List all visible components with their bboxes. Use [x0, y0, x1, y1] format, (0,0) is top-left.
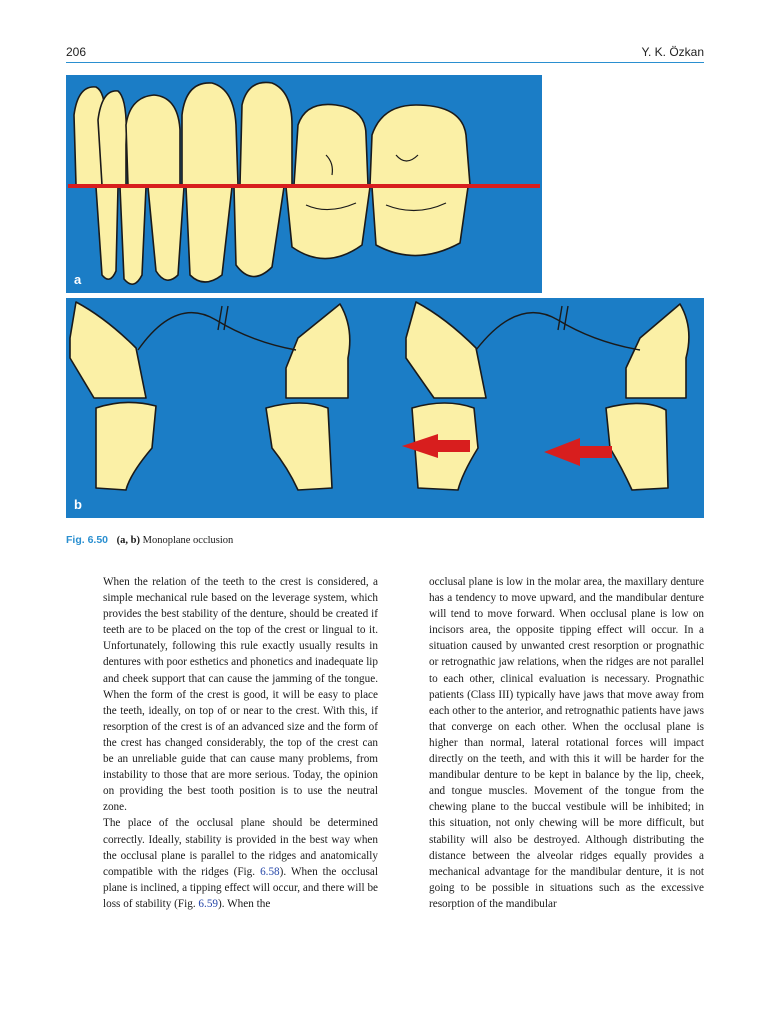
denture-frontal-illustration	[66, 298, 704, 518]
upper-tooth	[98, 91, 126, 185]
lower-tooth	[96, 187, 118, 279]
lower-tooth	[186, 187, 232, 282]
lower-tooth	[286, 187, 370, 259]
upper-tooth	[370, 105, 470, 185]
upper-tooth-right	[286, 304, 350, 398]
lower-tooth	[372, 187, 468, 256]
text-column-left	[103, 574, 378, 912]
lower-tooth-left	[96, 402, 156, 490]
lower-tooth	[120, 187, 146, 284]
panel-b-label: b	[74, 497, 82, 512]
figure-number: Fig. 6.50	[66, 534, 109, 546]
figure-reference-link[interactable]: 6.58	[260, 865, 280, 878]
force-arrow-right	[544, 438, 612, 466]
lower-tooth	[148, 187, 184, 280]
upper-tooth-left-2	[406, 302, 486, 398]
figure-reference-link[interactable]: 6.59	[198, 897, 218, 910]
upper-tooth-left	[70, 302, 146, 398]
paragraph: occlusal plane is low in the molar area, the maxillary denture has a tendency to move upward, and the mandibular denture will tend to move forward. When occlusal plane is low on incisors area, the opposite tipping effect will occur. In a situation caused by unwanted crest resorption or prognathic or retrognathic jaw relations, when the ridges are not parallel to each other, clinical evaluation is necessary. Prognathic patients (Class III) typically have jaws that move away from each other to the anterior, and retrognathic patients have jaws that converge on each other. When the occlusal plane is higher than normal, lateral rotational forces will impact directly on the teeth, and with this it will be harder for the mandibular denture to be kept in balance by the lip, cheek, and tongue muscles. Movement of the tongue from the chewing plane to the buccal vestibule will be inhibited; in this situation, not only chewing will be more difficult, but stability will also be destroyed. Although distributing the distance between the alveolar ridges equally provides a mechanical advantage for the mandibular denture, it is not going to be possible in situations such as the excessive resorption of the mandibular	[429, 576, 704, 910]
lower-tooth	[234, 187, 284, 277]
page-number: 206	[66, 45, 87, 59]
paragraph: The place of the occlusal plane should be determined correctly. Ideally, stability is provided in the best way when the occlusal plane is parallel to the ridges and anatomically compatible with the ridges (Fig. 6.58). When the occlusal plane is inclined, a tipping effect will occur, and there will be loss of stability (Fig. 6.59). When the	[103, 817, 378, 910]
upper-tooth-right-2	[626, 304, 689, 398]
upper-tooth	[294, 104, 368, 185]
connector-curve-right	[476, 313, 640, 350]
upper-tooth	[240, 82, 292, 185]
text-column-right	[429, 574, 704, 912]
running-author: Y. K. Özkan	[641, 45, 704, 59]
lower-tooth-right	[266, 403, 332, 490]
paragraph: When the relation of the teeth to the crest is considered, a simple mechanical rule based on the leverage system, which provides the best stability of the denture, should be created if teeth are to be placed on the top of the crest or lingual to it. Unfortunately, following this rule exactly usually results in dentures with poor esthetics and phonetics and inadequate lip and cheek support that can cause the jamming of the tongue. When the form of the crest is good, it will be easy to place the teeth, ideally, on top of or near to the crest. With this, if resorption of the crest is of an advanced size and the form of the crest has changed considerably, the top of the crest can be an unreliable guide that can cause many problems, from instability to those that are more serious. Today, the opinion on providing the best tooth position is to use the neutral zone.	[103, 576, 378, 814]
caption-text: Monoplane occlusion	[142, 535, 234, 546]
caption-panel-letters: (a, b)	[116, 535, 140, 546]
running-header	[66, 44, 704, 63]
lower-tooth-right-2	[606, 403, 668, 490]
upper-tooth	[182, 83, 238, 185]
panel-a-label: a	[74, 272, 82, 287]
figure-caption	[66, 534, 233, 546]
upper-tooth	[126, 95, 180, 185]
connector-curve-left	[138, 313, 296, 350]
figure-panel-a	[66, 75, 542, 293]
teeth-lateral-illustration	[66, 75, 542, 293]
figure-panel-b	[66, 298, 704, 518]
